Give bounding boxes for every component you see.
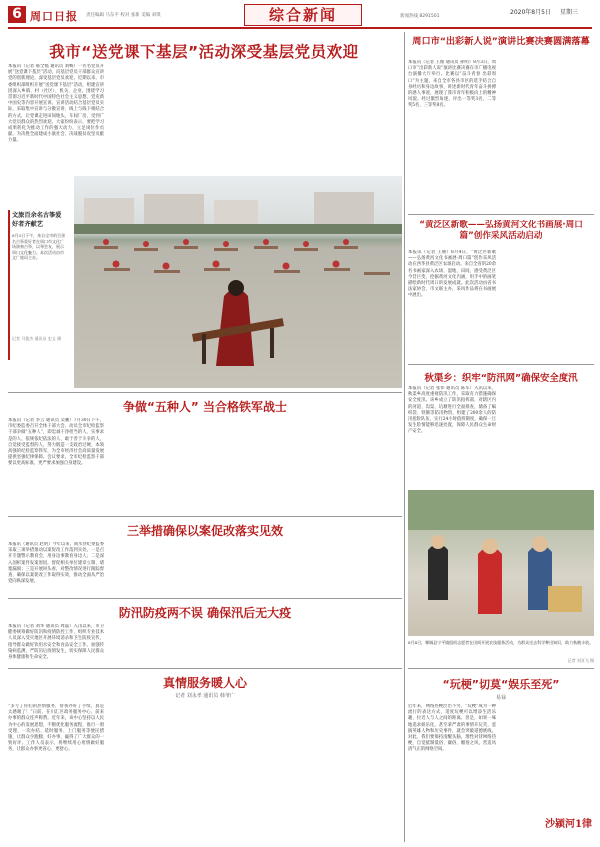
mid-body-col2 [110, 418, 206, 512]
page-number: 6 [12, 6, 22, 22]
mid-rule [8, 392, 402, 393]
right-low-headline: 秋渠乡：织牢“防汛网”确保安全度汛 [424, 373, 578, 384]
right-low-body-col2 [502, 386, 594, 486]
sec3-headline: 防汛防疫两不误 确保汛后无大疫 [118, 606, 292, 620]
right-top-body: 本报讯（记者 王薇 通讯员 孙明）8月3日，周口市“出彩新人说”演讲比赛决赛在市广播电视台演播大厅举行。比赛以“奋斗青春 出彩周口”为主题，来自全市各县市区的选手结合自身经历和身边故事，讲述新时代青年奋斗拼搏的感人事迹，展现了我市青年积极向上的精神风貌。经过激烈角逐，评出一等奖3名、二等奖5名、三等奖8名。 [408, 60, 496, 109]
right-top-rule [408, 214, 594, 215]
sec4-body-col4 [314, 704, 402, 840]
masthead-meta: 责任编辑 马东平 校对 张新 美编 刘琪 [86, 13, 161, 18]
right-low-photo-credit: 记者 刘亚飞 摄 [567, 658, 594, 663]
mid-body-col1: 本报讯（记者 李云 通讯员 吴鹏）7月30日下午，市纪委监委召开全体干部大会，动员全市纪检监察干部争做“五种人”，即忠诚干净担当的人、实事求是的人、依规依纪依法的人、敢于善于斗争的人、自觉接受监督的人，努力锻造一支政治过硬、本领高强的纪检监察铁军，为全市经济社会高质量发展提供坚强纪律保障。会议要求，全市纪检监察干部要以更高标准、更严要求加强自身建设。 [8, 418, 104, 467]
masthead-rule [8, 27, 592, 29]
lead-photo-credit: 记者 马俊杰 通讯员 史义 摄 [12, 336, 62, 341]
sec3-rule [8, 598, 402, 599]
right-column-divider [404, 32, 405, 842]
paper-name: 周口日报 [30, 10, 78, 23]
sec2-rule [8, 516, 402, 517]
issue-weekday: 星期三 [560, 9, 579, 16]
mid-body-col3 [212, 418, 308, 512]
right-mid-rule [408, 364, 594, 365]
sec4-byline: 记者 刘永孝 通讯员 韩爷广 [175, 693, 235, 699]
column-body: 近年来，网络热梗层出不穷，“玩梗”成为一种流行的表达方式，适度玩梗可以增添生活乐趣，拉近人与人之间的距离。但是，如果一味地追求娱乐化，甚至拿严肃的事情开玩笑、恶搞英雄人物和历史事件，就会突破道德底线。对此，我们要保持清醒头脑，理性对待网络热梗，自觉抵制低俗、庸俗、媚俗之风，营造风清气正的网络空间。 [408, 704, 496, 753]
lead-headline: 我市“送党课下基层”活动深受基层党员欢迎 [49, 43, 359, 61]
right-mid-body: 本报讯（记者 王丽）8月4日，“黄泛区新歌——弘扬黄河文化书画展·周口篇”创作采风活动在西华县黄泛区农场启动。来自全省的20余名书画家深入农场、湿地、田间，感受黄泛区今昔巨变，挖掘黄河文化内涵，用手中的画笔描绘新时代周口的发展成就。此次活动由省书法家协会、市文联主办，采风作品将在书画展中展出。 [408, 250, 496, 299]
sec4-body-col2 [110, 704, 206, 840]
right-low-rule [408, 668, 594, 669]
right-mid-headline: “黄泛区新歌——弘扬黄河文化书画展·周口篇”创作采风活动启动 [419, 220, 583, 241]
sec2-body-col1: 本报讯（通讯员 赵明）今年以来，商水县纪委监委采取三项举措推动以案促改工作落到实处。一是召开专题警示教育会，用身边事教育身边人；二是深入剖析案件发案原因，督促相关单位建章立制、堵塞漏洞；三是开展回头看，对整改情况进行跟踪督查，确保以案促改工作取得实效，推动全面从严治党向纵深发展。 [8, 542, 104, 585]
sec4-headline: 真情服务暖人心 [162, 676, 247, 690]
lead-photo-caption-body: 8月3日下午，来自全市的百余名古筝爱好者在周口市文化广场演奏古筝，以琴会友，展示周口文化魅力。本次活动由市文广旅局主办。 [12, 233, 66, 261]
mid-headline: 争做“五种人” 当合格铁军战士 [123, 400, 287, 414]
sec4-body-col1: “多亏了你们的热情服务，帮我办好了手续，真是太感谢了！”日前，在川汇区政务服务中心，前来办事的群众连声称赞。近年来，该中心坚持以人民为中心的发展思想，不断优化服务流程，推行一窗受理、一次办结、延时服务、上门服务等便民措施，让群众少跑腿、好办事，赢得了广大群众的一致好评。工作人员表示，将继续用心用情做好服务，让群众办事更省心、更舒心。 [8, 704, 104, 753]
lead-photo [74, 176, 402, 388]
sec2-headline: 三举措确保以案促改落实见效 [126, 524, 283, 538]
sec3-body-col4 [314, 624, 402, 664]
column-title: 综合新闻 [268, 6, 337, 24]
right-low-photo-caption: 8月4日，郸城县宁平镇组织志愿者在田间开展农技服务活动，为群众送去科学种田知识，助力秋粮丰收。 [408, 640, 594, 645]
column-headline: “玩梗”切莫“娱乐至死” [442, 678, 560, 691]
sec3-body-col1: 本报讯（记者 刘华 通讯员 周磊）入汛以来，市卫健委统筹做好防汛和疫情防控工作，组织专业技术人员深入受灾地区开展环境消杀和卫生防疫宣传，指导群众做好饮用水安全和食品安全工作，加强传染病监测，严防汛后疫情发生，切实保障人民群众身体健康和生命安全。 [8, 624, 104, 661]
lead-body-col2 [110, 64, 206, 168]
column-author: 易禄 [495, 695, 506, 701]
sec2-body-col2 [110, 542, 206, 594]
lead-body-col1: 本报讯（记者 郝全福 通讯员 刘畅）一名名党员开展“送党课下基层”活动，向基层党员干部群众宣讲党的创新理论，深受基层党员欢迎。近期以来，市委组织部组织开展“送党课下基层”活动，组建宣讲团深入乡镇、村（社区）、机关、企业，围绕学习贯彻习近平新时代中国特色社会主义思想、党史新中国史等内容开展宣讲。宣讲活动结合基层党员实际，采取集中宣讲与分散宣讲、线上与线下相结合的方式，让党课走进田间地头、车间厂房，受到广大党员群众的热烈欢迎。大家纷纷表示，要把学习成果转化为推动工作的强大动力，立足岗位作贡献，为决胜全面建成小康社会、决战脱贫攻坚贡献力量。 [8, 64, 104, 144]
lead-body-col3 [212, 64, 308, 168]
column-logo: 沙颍河1律 [545, 819, 592, 830]
sec3-body-col3 [212, 624, 308, 664]
hotline: 新闻热线 8291501 [400, 14, 440, 19]
right-top-headline: 周口市“出彩新人说”演讲比赛决赛圆满落幕 [412, 36, 590, 47]
lead-photo-caption-title: 文旅百余名古筝爱好者齐献艺 [12, 212, 62, 228]
sec2-body-col3 [212, 542, 308, 594]
lead-body-col4 [314, 64, 402, 168]
column-body-col2 [502, 704, 594, 804]
sec3-body-col2 [110, 624, 206, 664]
sec4-body-col3 [212, 704, 308, 840]
sec4-rule [8, 668, 402, 669]
issue-date: 2020年8月5日 [510, 9, 551, 16]
mid-body-col4 [314, 418, 402, 512]
right-low-body: 本报讯（记者 张伟 通讯员 陈军）入汛以来，秋渠乡高度重视防汛工作，采取有力措施确保安全度汛。该乡成立了防汛指挥部，对辖区内的河道、沟渠、坑塘进行全面排查，储备了编织袋、铁锹等防汛物资，组建了200余人的防汛抢险队伍，实行24小时值班制度，确保一旦发生险情能够迅速处置，保障人民群众生命财产安全。 [408, 386, 496, 435]
right-low-photo [408, 490, 594, 636]
sec2-body-col4 [314, 542, 402, 594]
right-mid-body-col2 [502, 250, 594, 360]
right-top-body-col2 [502, 60, 594, 210]
